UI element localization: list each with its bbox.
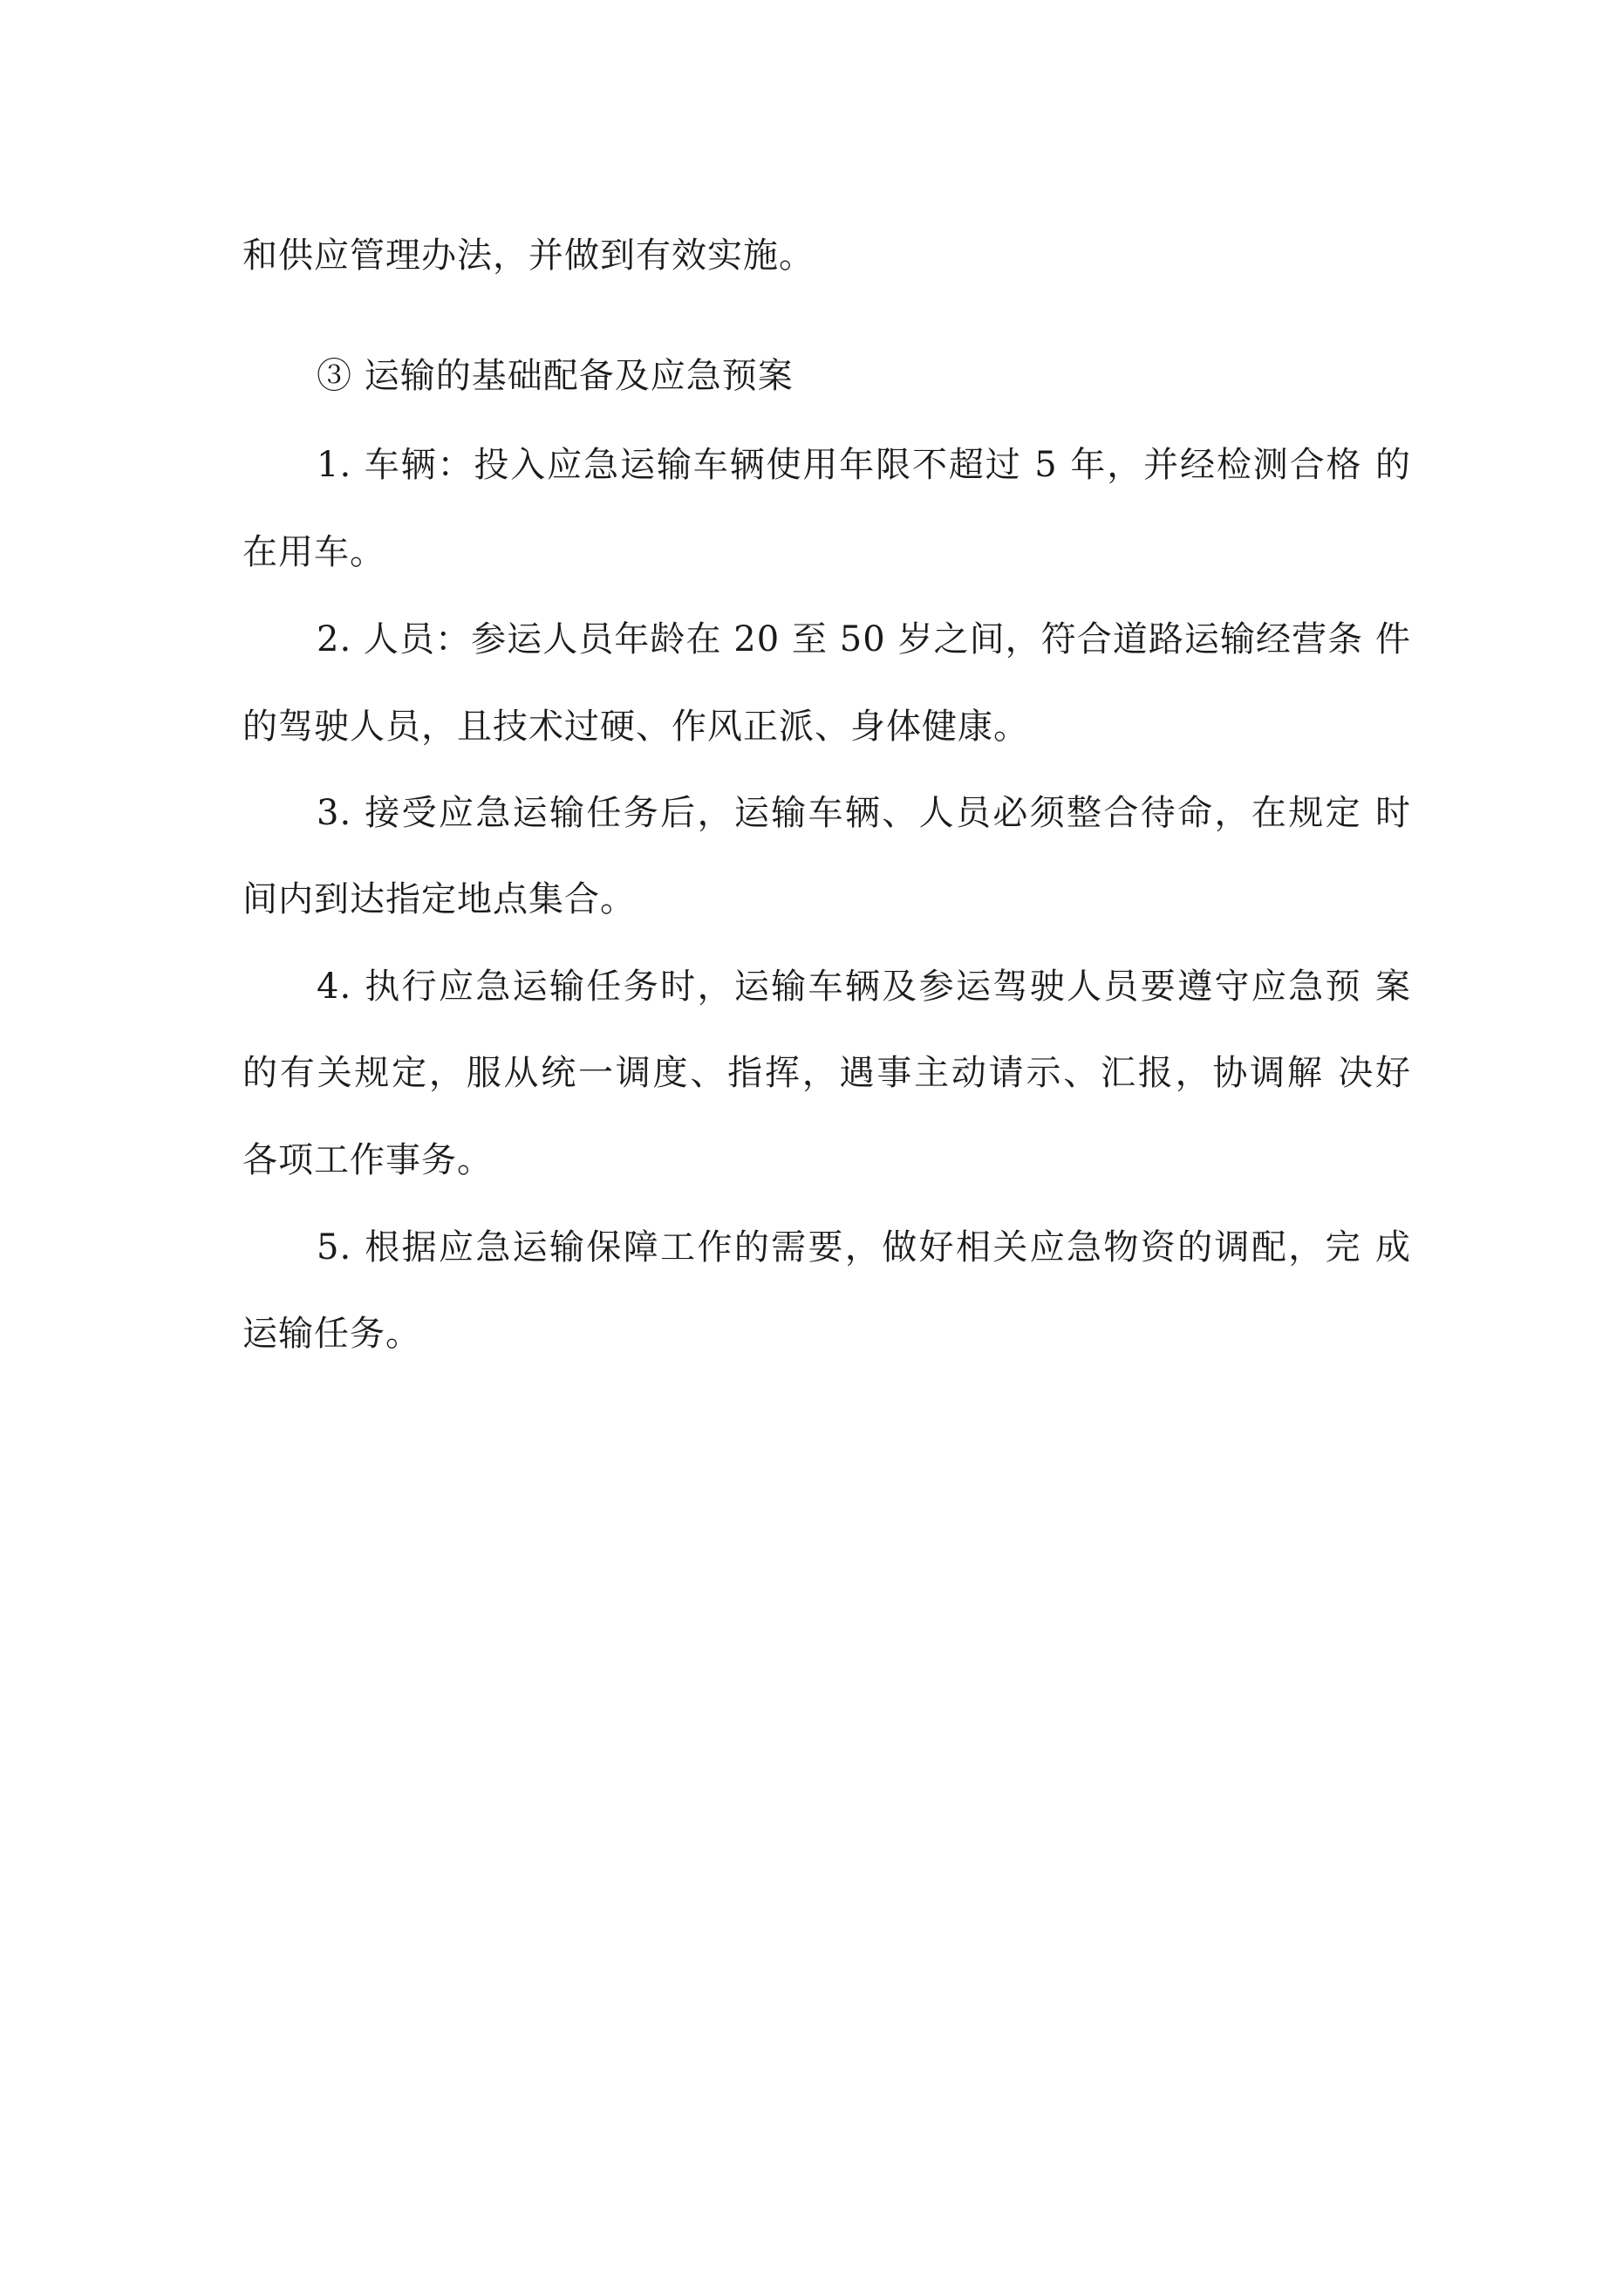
item-4-line-1: 4. 执行应急运输任务时，运输车辆及参运驾驶人员要遵守应急预 案 bbox=[317, 967, 1411, 1007]
item-1-line-2: 在用车。 bbox=[242, 532, 385, 572]
item-4-line-2: 的有关规定，服从统一调度、指挥，遇事主动请示、汇报，协调解 决好 bbox=[242, 1053, 1411, 1093]
section-heading: ③ 运输的基础配备及应急预案 bbox=[317, 356, 794, 396]
item-3-line-2: 间内到达指定地点集合。 bbox=[242, 879, 636, 919]
item-3-line-1: 3. 接受应急运输任务后，运输车辆、人员必须整合待命，在规定 时 bbox=[317, 793, 1411, 833]
item-2-line-1: 2. 人员：参运人员年龄在 20 至 50 岁之间，符合道路运输经营条 件 bbox=[317, 619, 1411, 659]
text-line-continuation: 和供应管理办法，并做到有效实施。 bbox=[242, 236, 815, 276]
item-5-line-1: 5. 根据应急运输保障工作的需要，做好相关应急物资的调配，完 成 bbox=[317, 1227, 1411, 1268]
item-1-line-1: 1. 车辆：投入应急运输车辆使用年限不超过 5 年，并经检测合格 的 bbox=[317, 445, 1411, 485]
item-5-line-2: 运输任务。 bbox=[242, 1314, 421, 1354]
item-4-line-3: 各项工作事务。 bbox=[242, 1140, 493, 1180]
item-2-line-2: 的驾驶人员，且技术过硬、作风正派、身体健康。 bbox=[242, 707, 1029, 747]
